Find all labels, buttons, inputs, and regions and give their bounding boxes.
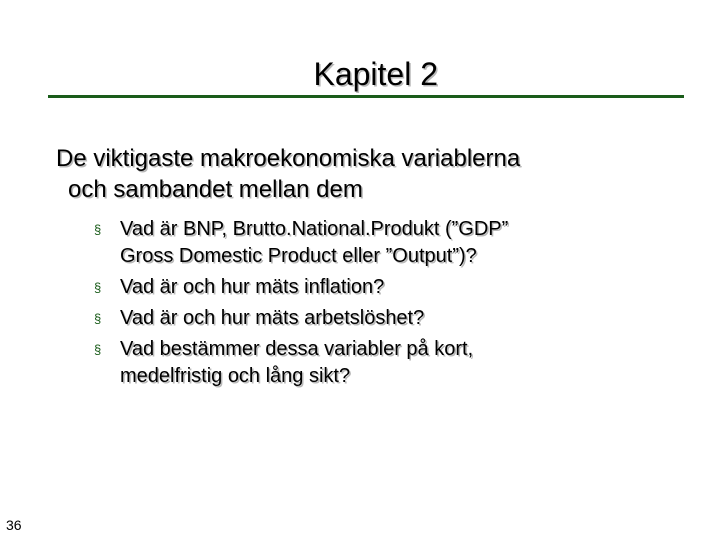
sub-bullet-list xyxy=(94,216,654,394)
sub-bullet-line-1: Vad är och hur mäts inflation? xyxy=(120,276,385,298)
main-bullet xyxy=(56,143,656,205)
section-sign-bullet-icon: § xyxy=(94,342,102,357)
sub-bullet-line-1: Vad bestämmer dessa variabler på kort, xyxy=(120,338,474,360)
sub-bullet-line-2: medelfristig och lång sikt? xyxy=(120,365,351,387)
section-sign-bullet-icon: § xyxy=(94,311,102,326)
slide-number: 36 xyxy=(6,517,22,533)
section-sign-bullet-icon: § xyxy=(94,222,102,237)
sub-bullet-line-1: Vad är och hur mäts arbetslöshet? xyxy=(120,307,425,329)
sub-bullet-item xyxy=(94,274,654,301)
main-bullet-line-1: De viktigaste makroekonomiska variablerna xyxy=(56,145,521,172)
main-bullet-line-2: och sambandet mellan dem xyxy=(68,176,363,203)
sub-bullet-line-1: Vad är BNP, Brutto.National.Produkt (”GDP” xyxy=(120,218,509,240)
slide-title: Kapitel 2 xyxy=(313,56,438,92)
sub-bullet-line-2: Gross Domestic Product eller ”Output”)? xyxy=(120,245,477,267)
sub-bullet-item xyxy=(94,216,654,270)
sub-bullet-item xyxy=(94,305,654,332)
title-divider xyxy=(48,95,684,98)
sub-bullet-item xyxy=(94,336,654,390)
section-sign-bullet-icon: § xyxy=(94,280,102,295)
